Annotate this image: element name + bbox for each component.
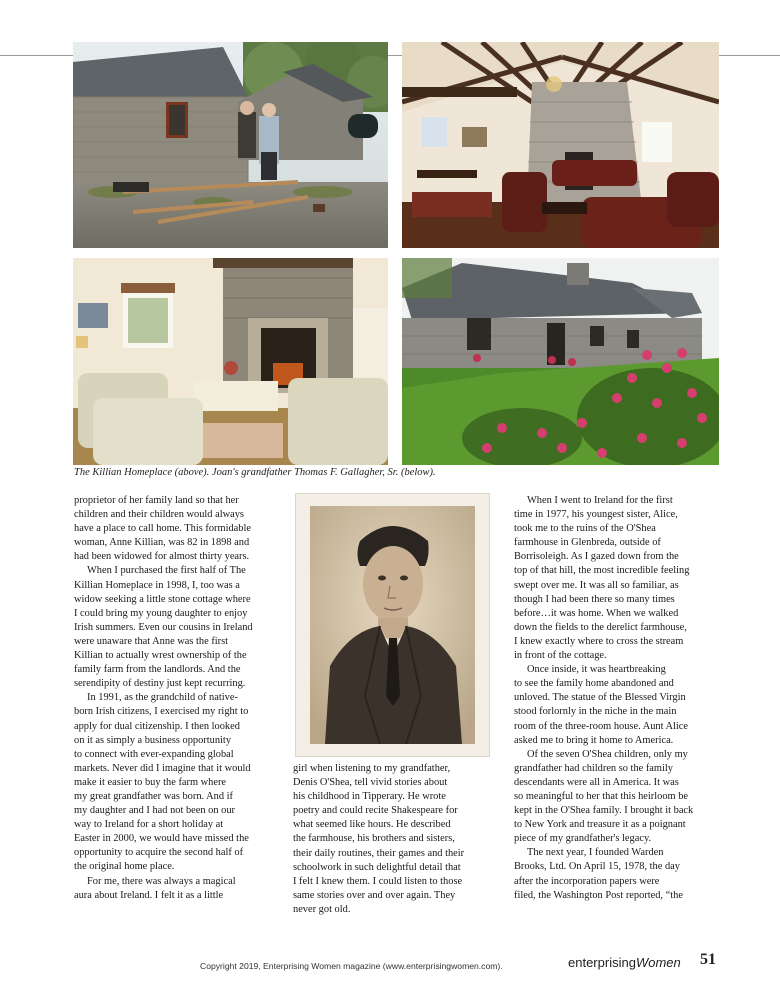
- text-line: woman, Anne Killian, was 82 in 1898 and: [74, 537, 250, 549]
- text-line: born Irish citizens, I exercised my right to: [74, 706, 249, 718]
- text-line: way to Ireland for a short holiday at: [74, 819, 224, 831]
- text-line: Denis O'Shea, tell vivid stories about: [293, 777, 448, 789]
- text-line: to see the family home abandoned and: [514, 678, 674, 690]
- paragraph: [74, 494, 274, 564]
- text-line: so meaningful to her that this heirloom be: [514, 790, 689, 802]
- text-line: apply for dual citizenship. I then looked: [74, 720, 240, 732]
- text-line: on it as simply a business opportunity: [74, 734, 232, 746]
- text-line: never got old.: [293, 903, 351, 915]
- text-line: farmhouse in Glenbreda, outside of: [514, 537, 661, 549]
- portrait-frame: [296, 494, 489, 756]
- text-line: opportunity to acquire the second half of: [74, 847, 244, 859]
- text-line: When I purchased the first half of The: [87, 565, 246, 577]
- paragraph: [514, 846, 724, 902]
- paragraph: [74, 564, 274, 691]
- portrait-thomas-gallagher-photo: [310, 506, 475, 744]
- text-line: in front of the cottage.: [514, 650, 607, 662]
- text-line: make it easier to buy the farm where: [74, 776, 227, 788]
- text-line: the original home place.: [74, 861, 175, 873]
- text-line: descendants were all in America. It was: [514, 776, 679, 788]
- text-line: poetry and could recite Shakespeare for: [293, 805, 458, 817]
- text-line: aura about Ireland. I felt it as a little: [74, 889, 224, 901]
- text-line: proprietor of her family land so that her: [74, 495, 239, 506]
- paragraph: [514, 663, 724, 748]
- text-line: piece of my grandfather's legacy.: [514, 833, 652, 845]
- paragraph: [74, 691, 274, 874]
- text-line: to connect with ever-expanding global: [74, 748, 234, 760]
- text-line: took me to the ruins of the O'Shea: [514, 523, 656, 535]
- magazine-brand: [568, 955, 681, 970]
- text-line: have a place to call home. This formidable: [74, 523, 251, 535]
- text-line: his childhood in Tipperary. He wrote: [293, 791, 446, 803]
- text-line: Borrisoleigh. As I gazed down from the: [514, 551, 679, 563]
- paragraph: [293, 762, 493, 917]
- text-line: though I had been there so many times: [514, 593, 675, 605]
- paragraph: [514, 494, 724, 663]
- text-line: were unaware that Anne was the first: [74, 635, 229, 647]
- text-line: Easter in 2000, we would have missed the: [74, 833, 249, 845]
- text-line: serendipity of destiny just kept recurring.: [74, 678, 246, 690]
- fireplace-sitting-room-photo: [73, 258, 388, 465]
- brand-enterprising: enterprising: [568, 955, 636, 970]
- paragraph: [514, 748, 724, 847]
- text-line: my great grandfather was born. And if: [74, 790, 233, 802]
- text-line: Irish summers. Even our cousins in Ireland: [74, 621, 253, 633]
- text-line: The next year, I founded Warden: [527, 847, 664, 859]
- text-line: I felt I knew them. I could listen to those: [293, 875, 463, 887]
- text-line: after the incorporation papers were: [514, 875, 660, 887]
- text-line: children and their children would always: [74, 509, 244, 521]
- text-line: I could bring my young daughter to enjoy: [74, 607, 248, 619]
- brand-women: Women: [635, 955, 681, 970]
- text-line: When I went to Ireland for the first: [527, 495, 673, 506]
- article-column-2: [293, 762, 493, 917]
- text-line: grandfather had children so the family: [514, 762, 673, 774]
- text-line: had been widowed for almost thirty years.: [74, 551, 250, 563]
- text-line: down the fields to the derelict farmhouse,: [514, 621, 687, 633]
- paragraph: [74, 875, 274, 903]
- text-line: to New York and treasure it as a poignant: [514, 819, 686, 831]
- text-line: girl when listening to my grandfather,: [293, 763, 451, 774]
- copyright-footer: Copyright 2019, Enterprising Women magazine (www.enterprisingwomen.com).: [200, 961, 503, 971]
- text-line: In 1991, as the grandchild of native-: [87, 692, 238, 704]
- text-line: before…it was home. When we walked: [514, 607, 679, 619]
- text-line: widow seeking a little stone cottage where: [74, 593, 251, 605]
- vaulted-living-room-photo: [402, 42, 719, 248]
- text-line: markets. Never did I imagine that it would: [74, 762, 251, 774]
- text-line: Brooks, Ltd. On April 15, 1978, the day: [514, 861, 680, 873]
- text-line: the farmhouse, his brothers and sisters,: [293, 833, 455, 845]
- text-line: same stories over and over again. They: [293, 889, 456, 901]
- article-column-3: [514, 494, 724, 903]
- text-line: Of the seven O'Shea children, only my: [527, 748, 688, 760]
- text-line: I knew exactly where to cross the stream: [514, 635, 684, 647]
- text-line: unloved. The statue of the Blessed Virgin: [514, 692, 686, 704]
- page-number: 51: [700, 951, 716, 968]
- text-line: swept over me. It was all so familiar, as: [514, 579, 679, 591]
- article-column-1: [74, 494, 274, 903]
- text-line: room of the three-room house. Aunt Alice: [514, 720, 689, 732]
- couple-at-stone-cottage-photo: [73, 42, 388, 248]
- text-line: stood forlornly in the niche in the main: [514, 706, 677, 718]
- cottage-with-garden-photo: [402, 258, 719, 465]
- text-line: my daughter and I had not been on our: [74, 805, 236, 817]
- text-line: family farm from the landlords. And the: [74, 664, 241, 676]
- text-line: Killian Homeplace in 1998, I, too was a: [74, 579, 240, 591]
- text-line: their daily routines, their games and their: [293, 847, 465, 859]
- text-line: what seemed like hours. He described: [293, 819, 451, 831]
- text-line: Once inside, it was heartbreaking: [527, 664, 666, 676]
- text-line: schoolwork in such delightful detail that: [293, 861, 461, 873]
- photo-caption: The Killian Homeplace (above). Joan's grandfather Thomas F. Gallagher, Sr. (below).: [74, 467, 436, 478]
- text-line: Killian to actually wrest ownership of the: [74, 650, 247, 662]
- text-line: top of that hill, the most incredible feeling: [514, 565, 690, 577]
- text-line: For me, there was always a magical: [87, 875, 236, 887]
- text-line: time in 1977, his youngest sister, Alice,: [514, 509, 678, 521]
- text-line: filed, the Washington Post reported, “the: [514, 889, 683, 901]
- text-line: asked me to bring it home to America.: [514, 734, 674, 746]
- text-line: kept in the O'Shea family. I brought it back: [514, 805, 694, 817]
